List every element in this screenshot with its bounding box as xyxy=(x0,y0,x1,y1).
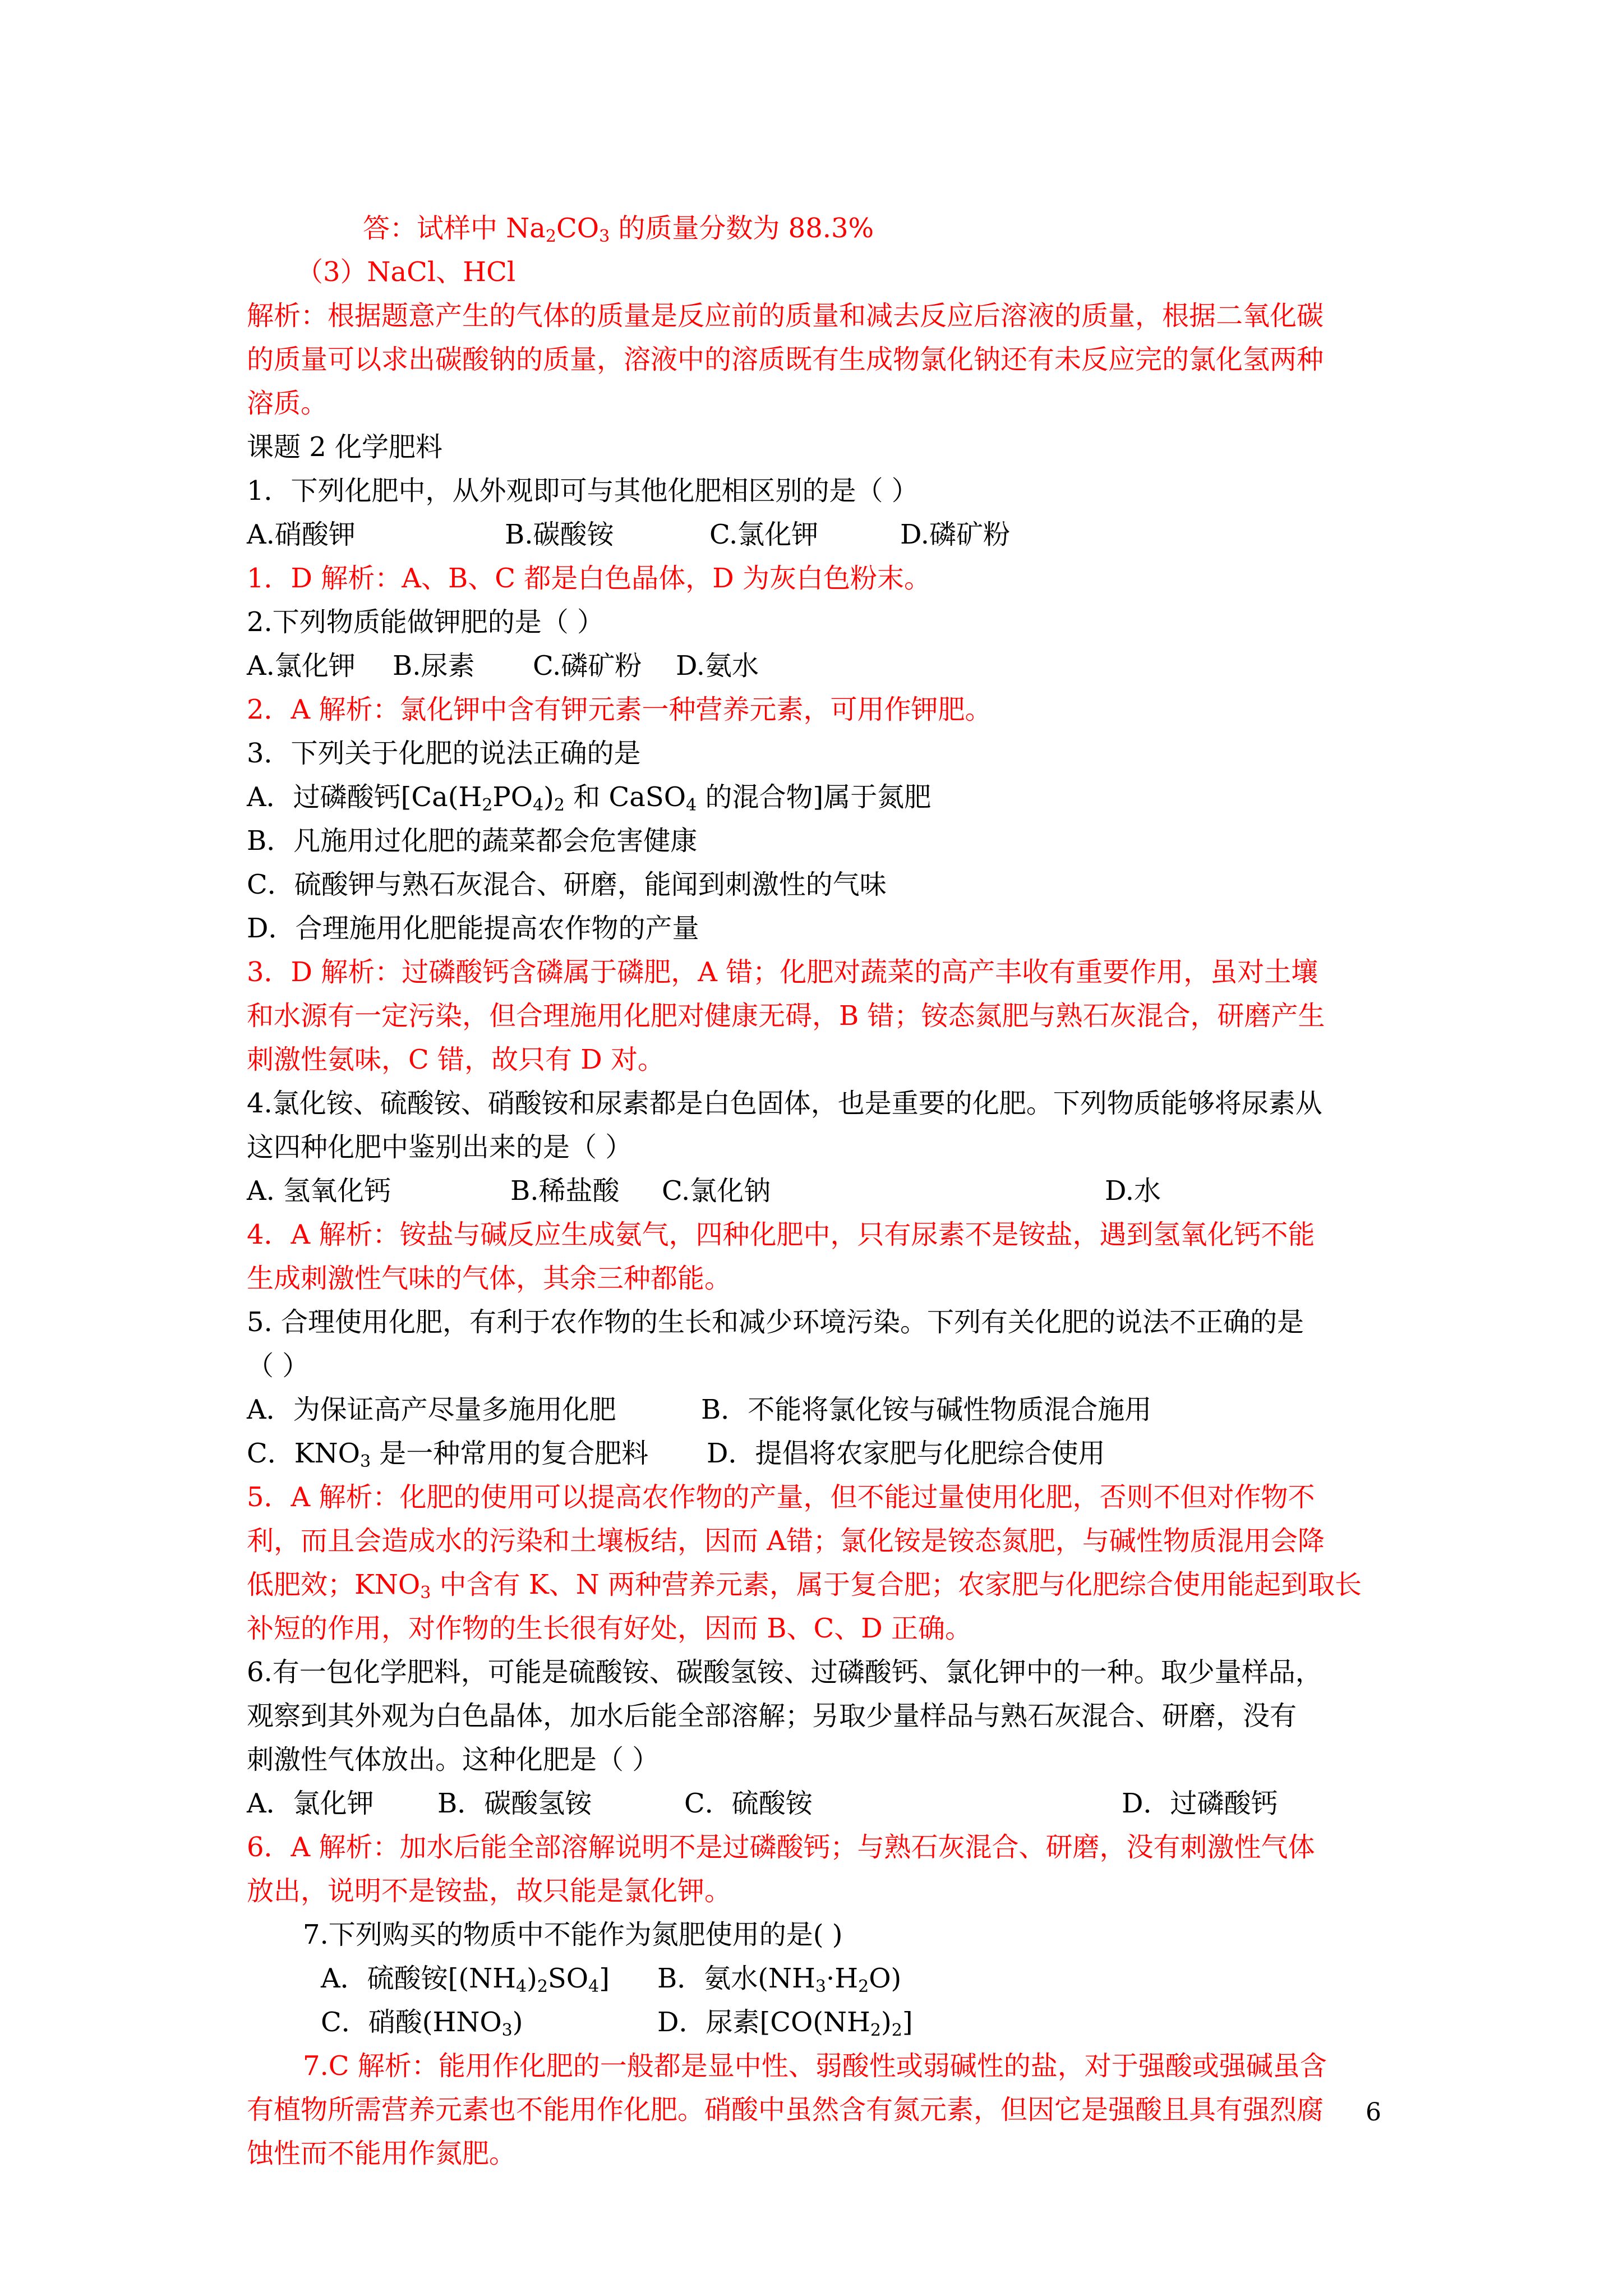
question-options xyxy=(247,1169,1402,1213)
question-answer: 和水源有一定污染，但合理施用化肥对健康无碍，B 错；铵态氮肥与熟石灰混合，研磨产生 xyxy=(247,1000,1325,1032)
section-title: 课题 2 化学肥料 xyxy=(247,431,443,463)
question-answer: 补短的作用，对作物的生长很有好处，因而 B、C、D 正确。 xyxy=(247,1613,972,1644)
question-stem: 3．下列关于化肥的说法正确的是 xyxy=(247,738,641,769)
option: A.硝酸钾 xyxy=(247,519,356,550)
option: C．硫酸铵 xyxy=(684,1788,813,1819)
option: D.磷矿粉 xyxy=(900,519,1011,550)
answer-conclusion: 答：试样中 $Na_2CO_3$ 的质量分数为 88.3% xyxy=(363,213,874,246)
question-answer: 生成刺激性气味的气体，其余三种都能。 xyxy=(247,1263,732,1294)
question-options xyxy=(247,644,1402,688)
answer-part3: （3）NaCl、HCl xyxy=(296,256,516,288)
question-answer: 蚀性而不能用作氮肥。 xyxy=(247,2138,517,2169)
question-stem: 1．下列化肥中，从外观即可与其他化肥相区别的是（ ） xyxy=(247,475,919,507)
question-answer: 刺激性氨味，C 错，故只有 D 对。 xyxy=(247,1044,665,1075)
question-options xyxy=(247,1432,1402,1475)
option: B.稀盐酸 xyxy=(510,1175,620,1207)
question-options xyxy=(247,1782,1402,1825)
option: B.尿素 xyxy=(393,650,475,682)
question-stem: 刺激性气体放出。这种化肥是（ ） xyxy=(247,1744,660,1775)
question-answer: 6．A 解析：加水后能全部溶解说明不是过磷酸钙；与熟石灰混合、研磨，没有刺激性气体 xyxy=(247,1832,1315,1863)
question-stem: 2.下列物质能做钾肥的是（ ） xyxy=(247,606,605,638)
question-stem: （ ） xyxy=(247,1350,310,1382)
option: C.氯化钠 xyxy=(662,1175,771,1207)
option: D.水 xyxy=(1105,1175,1161,1207)
question-answer: 放出，说明不是铵盐，故只能是氯化钾。 xyxy=(247,1875,732,1907)
page-number: 6 xyxy=(1366,2098,1381,2127)
analysis-line: 解析：根据题意产生的气体的质量是反应前的质量和减去反应后溶液的质量，根据二氧化碳 xyxy=(247,300,1324,332)
option: D．尿素$[CO(NH_2)_2]$ xyxy=(657,2007,913,2040)
option: C.磷矿粉 xyxy=(533,650,642,682)
question-stem: 6.有一包化学肥料，可能是硫酸铵、碳酸氢铵、过磷酸钙、氯化钾中的一种。取少量样品， xyxy=(247,1657,1322,1688)
question-answer: 低肥效；$KNO_3$ 中含有 K、N 两种营养元素，属于复合肥；农家肥与化肥综合使用能起到取长 xyxy=(247,1569,1362,1603)
option: B．不能将氯化铵与碱性物质混合施用 xyxy=(701,1394,1152,1425)
question-stem: 这四种化肥中鉴别出来的是（ ） xyxy=(247,1131,633,1163)
question-answer: 有植物所需营养元素也不能用作化肥。硝酸中虽然含有氮元素，但因它是强酸且具有强烈腐 xyxy=(247,2094,1324,2125)
question-stem: 5. 合理使用化肥，有利于农作物的生长和减少环境污染。下列有关化肥的说法不正确的是 xyxy=(247,1306,1304,1338)
question-answer: 4．A 解析：铵盐与碱反应生成氨气，四种化肥中，只有尿素不是铵盐，遇到氢氧化钙不能 xyxy=(247,1219,1315,1250)
option: B．碳酸氢铵 xyxy=(437,1788,592,1819)
option: D．合理施用化肥能提高农作物的产量 xyxy=(247,913,699,944)
option: C．硫酸钾与熟石灰混合、研磨，能闻到刺激性的气味 xyxy=(247,869,887,900)
question-answer: 3．D 解析：过磷酸钙含磷属于磷肥，A 错；化肥对蔬菜的高产丰收有重要作用，虽对土壤 xyxy=(247,956,1318,988)
option: A．为保证高产尽量多施用化肥 xyxy=(247,1394,616,1425)
question-stem: 观察到其外观为白色晶体，加水后能全部溶解；另取少量样品与熟石灰混合、研磨，没有 xyxy=(247,1700,1297,1732)
option: D．过磷酸钙 xyxy=(1122,1788,1278,1819)
question-stem: 7.下列购买的物质中不能作为氮肥使用的是( ) xyxy=(303,1919,843,1950)
document-body xyxy=(247,206,1402,2175)
question-options xyxy=(247,2000,1402,2044)
question-answer: 利，而且会造成水的污染和土壤板结，因而 A错；氯化铵是铵态氮肥，与碱性物质混用会降 xyxy=(247,1525,1325,1557)
question-options xyxy=(247,1388,1402,1432)
option: A．过磷酸钙[$Ca(H_2PO_4)_2$ 和 CaSO$_4$ 的混合物]属于氮肥 xyxy=(247,781,932,815)
option: C.氯化钾 xyxy=(709,519,819,550)
question-options xyxy=(247,513,1402,556)
question-stem: 4.氯化铵、硫酸铵、硝酸铵和尿素都是白色固体，也是重要的化肥。下列物质能够将尿素从 xyxy=(247,1088,1322,1119)
option: A. 氢氧化钙 xyxy=(247,1175,391,1207)
option: C．硝酸$(HNO_3)$ xyxy=(321,2007,523,2040)
analysis-line: 溶质。 xyxy=(247,388,328,419)
option: B．氨水$(NH_3\cdot H_2O)$ xyxy=(657,1963,902,1996)
option: A.氯化钾 xyxy=(247,650,356,682)
option: B.碳酸铵 xyxy=(505,519,614,550)
option: A．氯化钾 xyxy=(247,1788,374,1819)
question-answer: 2．A 解析：氯化钾中含有钾元素一种营养元素，可用作钾肥。 xyxy=(247,694,992,725)
question-answer: 7.C 解析：能用作化肥的一般都是显中性、弱酸性或弱碱性的盐，对于强酸或强碱虽含 xyxy=(303,2050,1327,2082)
option: D.氨水 xyxy=(676,650,759,682)
option: B．凡施用过化肥的蔬菜都会危害健康 xyxy=(247,825,698,857)
analysis-line: 的质量可以求出碳酸钠的质量，溶液中的溶质既有生成物氯化钠还有未反应完的氯化氢两种 xyxy=(247,344,1324,375)
question-answer: 5．A 解析：化肥的使用可以提高农作物的产量，但不能过量使用化肥，否则不但对作物不 xyxy=(247,1481,1315,1513)
option: C．$KNO_3$ 是一种常用的复合肥料 xyxy=(247,1438,649,1471)
question-options xyxy=(247,1957,1402,2000)
option: A．硫酸铵$[(NH_4)_2SO_4]$ xyxy=(321,1963,610,1996)
question-answer: 1．D 解析：A、B、C 都是白色晶体，D 为灰白色粉末。 xyxy=(247,563,931,594)
option: D．提倡将农家肥与化肥综合使用 xyxy=(707,1438,1105,1469)
